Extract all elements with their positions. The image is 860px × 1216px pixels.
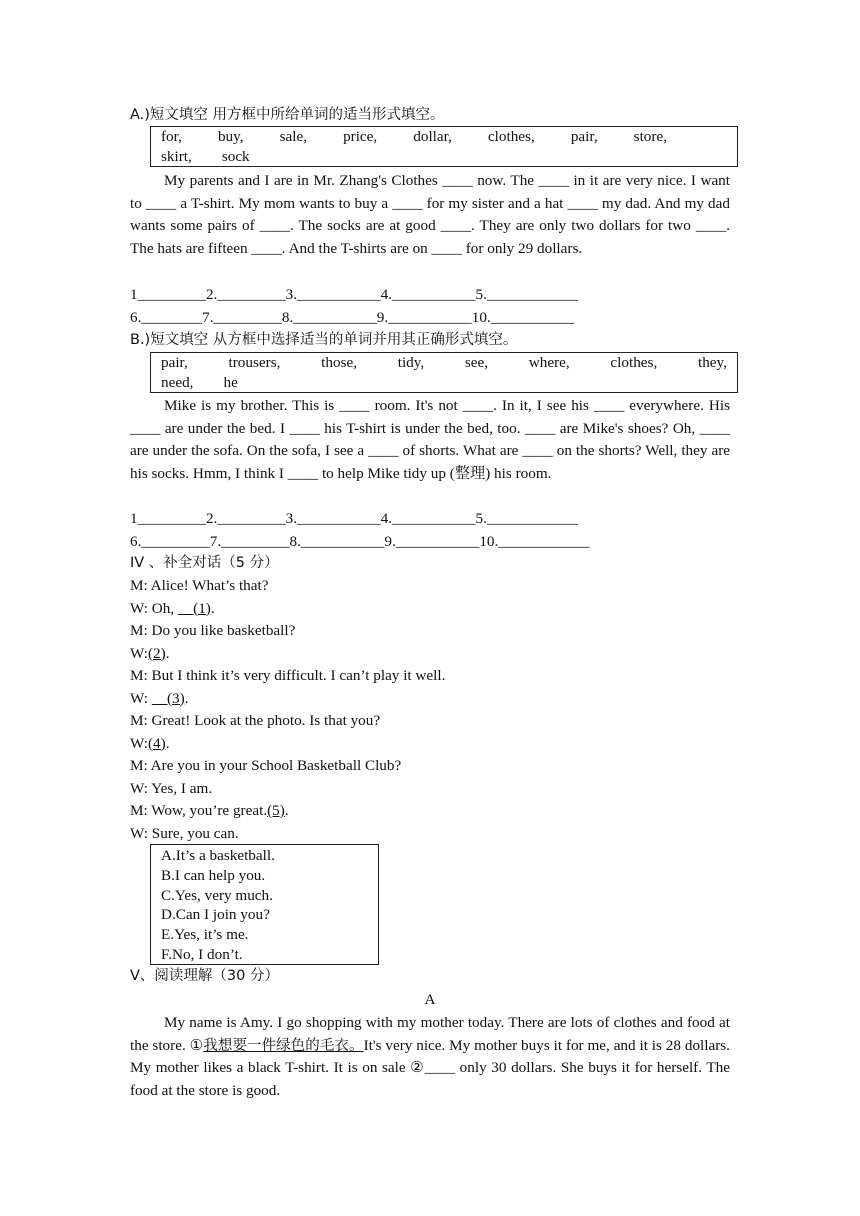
dialog-line — [130, 823, 730, 846]
dialog-line — [130, 665, 730, 688]
answer-line — [130, 508, 730, 531]
word-box-item: those, — [321, 354, 357, 371]
answer-blank: 9.___________ — [384, 533, 480, 550]
dialog-option: C.Yes, very much. — [161, 886, 273, 904]
dialog-text: M: Alice! What’s that? — [130, 577, 269, 594]
dialog-blank: (2) — [148, 644, 166, 662]
answer-blank: 10.____________ — [479, 533, 590, 550]
answer-blank: 2._________ — [205, 286, 286, 303]
dialog-text: M: Are you in your School Basketball Club? — [130, 757, 402, 774]
dialog-text: W: — [130, 734, 148, 752]
answer-blank: 5.____________ — [475, 510, 579, 527]
word-box-item: sock — [221, 147, 250, 165]
dialog — [130, 575, 730, 845]
dialog-options-box — [150, 844, 379, 965]
section-a-passage: My parents and I are in Mr. Zhang's Clothes ____ now. The ____ in it are very nice. I want to ____ a T-shirt. My mom wants to buy a ____ for my sister and a hat ____ my dad. And my dad wants some pairs of ____. The socks are at good ____. They are only two dollars for two ____. The hats are fifteen ____. And the T-shirts are on ____ for only 29 dollars. — [130, 172, 730, 257]
dialog-blank: (1) — [177, 599, 211, 617]
answer-blank: 2._________ — [205, 510, 286, 527]
answer-blank: 9.___________ — [376, 309, 472, 326]
dialog-blank: (3) — [151, 689, 185, 707]
answer-blank: 7._________ — [202, 309, 282, 326]
answer-blank: 1_________ — [130, 286, 206, 303]
dialog-option: B.I can help you. — [161, 866, 266, 884]
word-box-item: where, — [528, 354, 570, 371]
word-box-item: sale, — [279, 128, 308, 145]
dialog-text: . — [210, 599, 215, 617]
answer-blank: 4.___________ — [380, 510, 476, 527]
section-a-word-box — [150, 126, 738, 167]
dialog-line — [130, 778, 730, 801]
word-box-item: tidy, — [397, 354, 425, 371]
section-b-heading: B.)短文填空 从方框中选择适当的单词并用其正确形式填空。 — [130, 332, 518, 348]
dialog-blank: (4) — [148, 734, 166, 752]
dialog-line — [130, 710, 730, 733]
dialog-text: W: Oh, — [130, 599, 178, 617]
dialog-text: M: Wow, you’re great. — [130, 802, 268, 819]
word-box-item: dollar, — [413, 128, 452, 145]
section-4-heading: IV 、补全对话（5 分） — [130, 555, 279, 571]
word-box-item: price, — [343, 128, 378, 145]
section-5-heading: V、阅读理解（30 分） — [130, 968, 279, 984]
word-box-line — [161, 127, 727, 147]
answer-blank: 6._________ — [130, 533, 210, 550]
answer-blank: 3.___________ — [285, 286, 381, 303]
dialog-line — [130, 688, 730, 711]
word-box-line — [161, 373, 727, 393]
answer-line — [130, 284, 730, 307]
answer-blank: 8.___________ — [289, 533, 385, 550]
dialog-line — [130, 800, 730, 823]
word-box-item: see, — [464, 354, 489, 371]
word-box-item: clothes, — [610, 354, 658, 371]
dialog-text: M: Do you like basketball? — [130, 622, 296, 639]
answer-blank: 10.___________ — [471, 309, 575, 326]
word-box-item: clothes, — [487, 128, 535, 145]
dialog-text: M: Great! Look at the photo. Is that you? — [130, 712, 381, 729]
dialog-text: W: Sure, you can. — [130, 824, 239, 842]
word-box-item: trousers, — [228, 354, 281, 371]
word-box-line — [161, 353, 727, 373]
word-box-item: pair, — [570, 128, 598, 145]
dialog-line — [130, 598, 730, 621]
answer-blank: 8.___________ — [281, 309, 377, 326]
dialog-text: . — [184, 689, 189, 707]
word-box-item: buy, — [217, 128, 244, 145]
section-b-passage: Mike is my brother. This is ____ room. It's not ____. In it, I see his ____ everywhere. His ____ are under the bed. I ____ his T-shirt is under the bed, too. ____ are Mike's shoes? Oh, ____ are under the sofa. On the sofa, I see a ____ of shorts. What are ____ on the shorts? Well, they are his socks. Hmm, I think I ____ to help Mike tidy up (整理) his room. — [130, 397, 730, 482]
dialog-line — [130, 643, 730, 666]
word-box-item: skirt, — [161, 147, 192, 165]
dialog-blank: (5) — [267, 802, 285, 819]
dialog-line — [130, 575, 730, 598]
dialog-option: F.No, I don’t. — [161, 945, 243, 963]
dialog-text: . — [165, 734, 170, 752]
answer-blank: 3.___________ — [285, 510, 381, 527]
answer-blank: 7._________ — [209, 533, 290, 550]
dialog-option: A.It’s a basketball. — [161, 847, 275, 864]
word-box-item: they, — [697, 354, 727, 371]
answer-blank: 5.____________ — [475, 286, 579, 303]
section-b-word-box — [150, 352, 738, 393]
answer-blank: 1_________ — [130, 510, 206, 527]
passage-label: A — [424, 991, 436, 1008]
dialog-text: W: — [130, 689, 152, 707]
dialog-text: M: But I think it’s very difficult. I can’t play it well. — [130, 667, 446, 684]
answer-line — [130, 531, 730, 554]
dialog-text: W: — [130, 644, 148, 662]
dialog-line — [130, 755, 730, 778]
reading-passage-a: My name is Amy. I go shopping with my mother today. There are lots of clothes and food at the store. ①我想要一件绿色的毛衣。It's very nice. My mother buys it for me, and it is 28 dollars. My mother likes a black T-shirt. It is on sale ②____ only 30 dollars. She buys it for herself. The food at the store is good. — [130, 1014, 730, 1099]
word-box-item: need, — [161, 373, 194, 391]
dialog-line — [130, 733, 730, 756]
word-box-item: store, — [633, 128, 667, 145]
dialog-text: W: Yes, I am. — [130, 779, 213, 797]
underlined-sentence: 我想要一件绿色的毛衣。 — [203, 1037, 364, 1054]
answer-line — [130, 307, 730, 330]
answer-blank: 6.________ — [130, 309, 203, 326]
word-box-item: for, — [161, 128, 182, 145]
dialog-option: E.Yes, it’s me. — [161, 926, 249, 944]
word-box-item: pair, — [161, 354, 188, 371]
dialog-line — [130, 620, 730, 643]
dialog-text: . — [284, 802, 289, 819]
section-a-heading: A.)短文填空 用方框中所给单词的适当形式填空。 — [130, 107, 445, 123]
dialog-text: . — [165, 644, 170, 662]
answer-blank: 4.___________ — [380, 286, 476, 303]
word-box-item: he — [223, 373, 238, 391]
dialog-option: D.Can I join you? — [161, 906, 270, 924]
word-box-line — [161, 147, 727, 167]
